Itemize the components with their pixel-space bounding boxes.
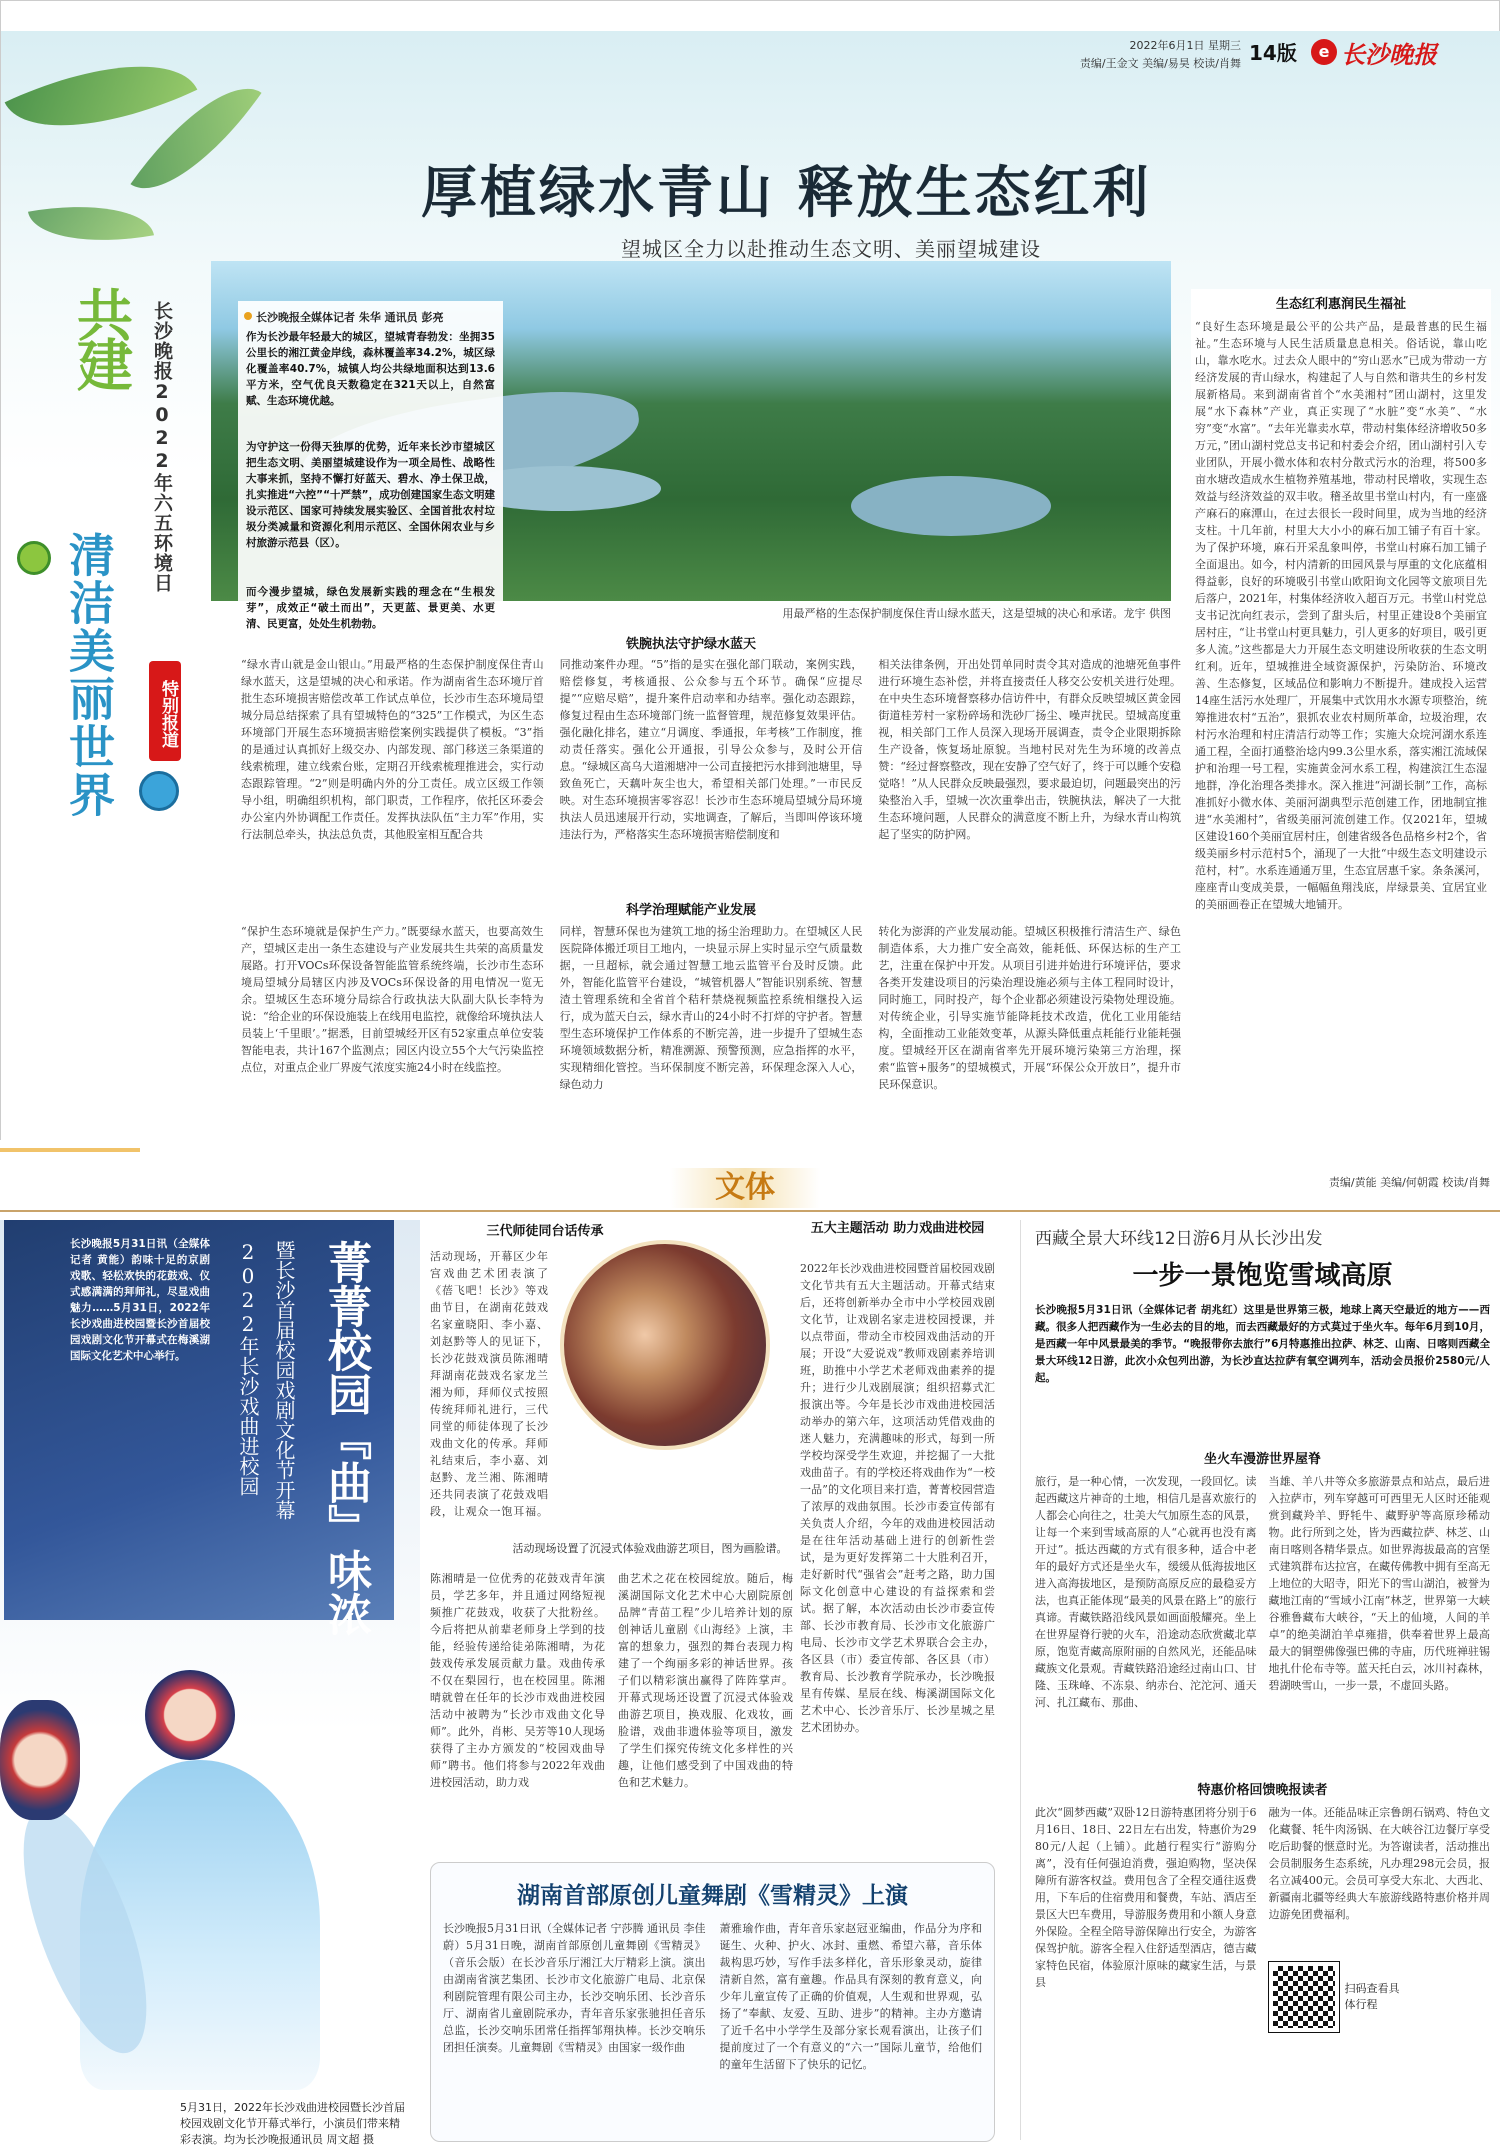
column-text: 旅行，是一种心情，一次发现，一段回忆。读起西藏这片神奇的土地，相信几是喜欢旅行的人都会心向往之，壮美大气加原生态的风景，让每一个来到雪域高原的人“心就再也没有离开过”。抵达西藏的方式有很多种，适合中老年的最好方式还是坐火车，缓缓从低海拔地区进入高海拔地区，是预防高原反应的最稳妥方法，也真正能体现“最美的风景在路上”的旅行真谛。青藏铁路沿线风景如画面般耀亮。坐上在世界屋脊行驶的火车，沿途动态欣赏藏北草原，饱览青藏高原附丽的自然风光，还能品味藏族文化景观。青藏铁路沿途经过南山口、甘隆、玉珠峰、不冻泉、纳赤台、沱沱河、通天河、扎江藏布、那曲、 [1035, 1475, 1257, 1709]
right-column [1191, 289, 1491, 1119]
column-text: 当雄、羊八井等众多旅游景点和站点，最后进入拉萨市，列车穿越可可西里无人区时还能观赏到藏羚羊、野牦牛、藏野驴等高原珍稀动物。此行所到之处，皆为西藏拉萨、林芝、山南日喀则各精华景点。如世界海拔最高的宫堡式建筑群布达拉宫，在藏传佛教中拥有至高无上地位的大昭寺，阳光下的雪山湖泊，被誉为藏地江南的“雪域小江南”林芝，世界第一大峡谷雅鲁藏布大峡谷，“天上的仙境，人间的羊卓”的绝美湖泊羊卓雍措，供奉着世界上最高最大的铜塑佛像强巴佛的寺庙，历代班禅驻锡地扎什伦布寺等。蓝天托白云，冰川衬森林，碧湖映雪山，一步一景，不虚回头路。 [1268, 1475, 1490, 1692]
header-rule [0, 1210, 1500, 1212]
newspaper-logo [1311, 35, 1471, 69]
opera-subheadline: 暨长沙首届校园戏剧文化节开幕 2022年长沙戏曲进校园 [236, 1240, 296, 1520]
column-text: 长沙晚报5月31日讯（全媒体记者 宁莎腾 通讯员 李佳蔚）5月31日晚，湖南首部原创儿童舞剧《雪精灵》（音乐会版）在长沙音乐厅湘江大厅精彩上演。演出由湖南省演艺集团、长沙市文化旅游广电局、北京保利剧院管理有限公司主办，长沙交响乐团、长沙音乐厅、湖南省儿童剧院承办，青年音乐家张驰担任音乐总监，长沙交响乐团常任指挥邹翔执棒。长沙交响乐团担任演奏。儿童舞剧《雪精灵》由国家一级作曲 [443, 1922, 706, 2054]
mascot-blue-icon [139, 771, 179, 811]
headline: 厚植绿水青山 释放生态红利 [421, 160, 1152, 226]
lead-paragraph-2: 为守护这一份得天独厚的优势，近年来长沙市望城区把生态文明、美丽望城建设作为一项全局性、战略性大事来抓，坚持不懈打好蓝天、碧水、净土保卫战，扎实推进“六控”“十严禁”，成功创建国家生态文明建设示范区、国家可持续发展实验区、全国首批农村垃圾分类减量和资源化利用示范区、全国休闲农业与乡村旅游示范县（区）。 [246, 441, 495, 549]
section-heading-science: 科学治理赋能产业发展 [625, 903, 756, 918]
right-column-heading: 生态红利惠润民生福祉 [1275, 297, 1406, 312]
heading-five-activities: 五大主题活动 助力戏曲进校园 [810, 1221, 985, 1236]
photo-caption: 用最严格的生态保护制度保住青山绿水蓝天，这是望城的决心和承诺。龙宇 供图 [782, 607, 1171, 620]
bullet-icon [244, 312, 252, 320]
travel-headline: 一步一景饱览雪域高原 [1132, 1261, 1393, 1291]
column-text: 曲艺术之花在校园绽放。随后，梅溪湖国际文化艺术中心大剧院原创品牌“青苗工程”少儿培养计划的原创神话儿童剧《山海经》上演，丰富的想象力，强烈的舞台表现力构建了一个绚丽多彩的神话世界。孩子们以精彩演出赢得了阵阵掌声。开幕式现场还设置了沉浸式体验戏曲游艺项目，换戏服、化戏妆，画脸谱，戏曲非遗体验等项目，激发了学生们探究传统文化多样性的兴趣，让他们感受到了中国戏曲的特色和艺术魅力。 [618, 1572, 793, 1789]
ballet-story-box [430, 1862, 995, 2142]
column-text: 转化为澎湃的产业发展动能。望城区积极推行清洁生产、绿色制造体系，大力推广安全高效，能耗低、环保达标的生产工艺，注重在保护中开发。从项目引进并始进行环境评估，要求各类开发建设项目的污染治理设施必须与主体工程同时设计，同时施工，同时投产，每个企业都必须建设污染物处理设施。对传统企业，引导实施节能降耗技术改造，优化工业用能结构，全面推动工业能效变革，从源头降低重点耗能行业能耗强度。望城经开区在湖南省率先开展环境污染第三方治理，探索“监管+服务”的望城模式，开展“环保公众开放日”，提升市民环保意识。 [878, 925, 1182, 1091]
travel-subheading-train: 坐火车漫游世界屋脊 [1203, 1452, 1321, 1467]
lake-shape [851, 476, 1051, 536]
column-text: 活动现场，开幕区少年宫戏曲艺术团表演了《蓓飞吧！长沙》等戏曲节目，在湖南花鼓戏名家童晓阳、李小嘉、刘赵黔等人的见证下，长沙花鼓戏演员陈湘晴拜湖南花鼓戏名家龙兰湘为师，拜师仪式按照传统拜师礼进行，三代同堂的师徒体现了长沙戏曲文化的传承。拜师礼结束后，李小嘉、刘赵黔、龙兰湘、陈湘晴还共同表演了花鼓戏唱段，让观众一饱耳福。 [430, 1250, 548, 1518]
ballet-headline: 湖南首部原创儿童舞剧《雪精灵》上演 [517, 1883, 908, 1909]
opera-headline: 菁菁校园『曲』味浓 [320, 1240, 371, 1636]
page-header-date: 2022年6月1日 星期三 [1129, 39, 1241, 52]
logo-text: 长沙晚报 [1341, 40, 1437, 69]
column-text: 同样，智慧环保也为建筑工地的扬尘治理助力。在望城区人民医院降体搬迁项目工地内，一块显示屏上实时显示空气质量数据，一旦超标，就会通过智慧工地云监管平台及时反馈。此外，智能化监管平台建设，“城管机器人”智能识别系统、智慧渣土管理系统和全省首个秸秆禁烧视频监控系统相继投入运行，成为蓝天白云，绿水青山的24小时不打烊的守护者。智慧型生态环境保护工作体系的不断完善，进一步提升了望城生态环境领域数据分析，精准溯源、预警预测，应急指挥的水平，实现精细化管控。当环保制度不断完善，环保理念深入人心，绿色动力 [559, 925, 863, 1091]
sidebar-gongjian: 共建 [68, 286, 134, 386]
page-separator [0, 1140, 1500, 1160]
special-report-badge: 特别报道 [149, 661, 181, 761]
qr-label: 扫码查看具体行程 [1344, 1982, 1400, 2011]
column-text: “保护生态环境就是保护生产力。”既要绿水蓝天，也要高效生产，望城区走出一条生态建设与产业发展共生共荣的高质量发展路。打开VOCs环保设备智能监管系统终端，长沙市生态环境局望城分局辖区内涉及VOCs环保设备的用电情况一览无余。望城区生态环境分局综合行政执法大队副大队长李特为说：“给企业的环保设施装上在线用电监控，就像给环境执法人员装上‘千里眼’。”据悉，目前望城经开区有52家重点单位安装智能电表，共计167个监测点；园区内设立55个大气污染监控点位，对重点企业厂界废气浓度实施24小时在线监控。 [241, 925, 544, 1074]
sidebar-big-title: 清洁美丽世界 [62, 531, 116, 819]
column-text: 陈湘晴是一位优秀的花鼓戏青年演员，学艺多年，并且通过网络短视频推广花鼓戏，收获了大批粉丝。今后将把从前辈老师身上学到的技能，经验传递给徒弟陈湘晴，为花鼓戏传承发展贡献力量。戏曲传承不仅在梨园行，也在校园里。陈湘晴就曾在任年的长沙市戏曲进校园活动中被聘为“长沙市戏曲文化导师”。此外，肖彬、吴芳等10人现场获得了主办方颁发的“校园戏曲导师”聘书。他们将参与2022年戏曲进校园活动，助力戏 [430, 1572, 605, 1789]
qr-code-icon[interactable] [1269, 1962, 1339, 2032]
separator-bar [0, 1148, 140, 1152]
section-enforcement-body [241, 656, 1181, 886]
sidebar-series: 长沙晚报2022年六五环境日 [151, 301, 173, 593]
opera-lead: 长沙晚报5月31日讯（全媒体记者 黄能）韵味十足的京剧戏歌、轻松欢快的花鼓戏、仪式感满满的拜师礼，尽显戏曲魅力……5月31日，2022年长沙戏曲进校园暨长沙首届校园戏剧文化节开幕式在梅溪湖国际文化艺术中心举行。 [70, 1238, 210, 1362]
opera-performer-photo [40, 1660, 370, 2100]
travel-subheading-price: 特惠价格回馈晚报读者 [1197, 1783, 1328, 1798]
opera-photo-caption: 5月31日，2022年长沙戏曲进校园暨长沙首届校园戏剧文化节开幕式举行，小演员们带来精彩表演。均为长沙晚报通讯员 周文超 摄 [180, 2101, 405, 2146]
culture-page [0, 1160, 1500, 2153]
lead-box [238, 301, 503, 631]
column-text: “绿水青山就是金山银山。”用最严格的生态保护制度保住青山绿水蓝天，这是望城的决心和承诺。作为湖南省生态环境厅首批生态环境损害赔偿改革工作试点单位，长沙市生态环境局望城分局总结探索了具有望城特色的“325”工作模式，为区生态环境部门开展生态环境损害赔偿案例实践提供了模板。“3”指的是通过认真抓好上级交办、内部发现、部门移送三条渠道的线索梳理，建立线索台账，定期召开线索梳理推进会，实行动态跟踪管理。“2”则是明确内外的分工责任。成立区级工作领导小组，明确组织机构，部门职责，工作程序，依托区环委会办公室内外协调配工作责任。发挥执法队伍“主力军”作用，实行法制总牵头，执法总负责，其他股室相互配合共 [241, 658, 544, 841]
column-text: 此次“圆梦西藏”双卧12日游特惠团将分别于6月16日、18日、22日左右出发，特惠价为2980元/人起（上铺）。此趟行程实行“游购分离”，没有任何强迫消费，强迫购物，坚决保障所有游客权益。费用包含了全程交通往返费用，下车后的住宿费用和餐费，车站、酒店至景区大巴车费用，导游服务费用和小额人身意外保险。全程全陪导游保障出行安全，为游客保驾护航。游客全程入住舒适型酒店，德吉藏家特色民宿，体验原汁原味的藏家生活，与景县 [1035, 1806, 1257, 1989]
section-heading-enforcement: 铁腕执法守护绿水蓝天 [625, 637, 756, 652]
column-text: 同推动案件办理。“5”指的是实在强化部门联动，案例实践，赔偿修复，考核通报、公众参与五个环节。确保“应提尽提”“应赔尽赔”，提升案件启动率和办结率。强化动态跟踪，修复过程由生态环境部门统一监督管理，规范修复效果评估。强化融化排名，建立“月调度、季通报，年考核”工作制度，推动责任落实。强化公开通报，引导公众参与，及时公开信息。“绿城区高乌大道湘塘冲一公司直接把污水排到池塘里，导致鱼死亡，天藕叶灰尘也大，希望相关部门处理。”一市民反映。对生态环境损害零容忍！长沙市生态环境局望城分局环境执法人员迅速展开行动，实地调查，了解后，当即叫停该环境违法行为，严格落实生态环境损害赔偿制度和 [559, 658, 863, 841]
lead-paragraph-3: 而今漫步望城，绿色发展新实践的理念在“生根发芽”，成效正“破土而出”，天更蓝、景更美、水更清、民更富，处处生机勃勃。 [246, 586, 495, 630]
section-science-body [241, 923, 1181, 1119]
face-painting-photo [560, 1240, 770, 1450]
circle-photo-caption: 活动现场设置了沉浸式体验戏曲游艺项目，图为画脸谱。 [512, 1542, 788, 1555]
column-text: 融为一体。还能品味正宗鲁朗石锅鸡、特色文化藏餐、牦牛肉汤锅、在大峡谷江边餐厅享受吃后助餐的惬意时光。为答谢读者，活动推出会员制服务生态系统，凡办理298元会员，报名立减400元。会员可享受大东北、大西北、新疆南北疆等经典大车旅游线路特惠价格并周边游免团费福利。 [1268, 1806, 1490, 1921]
column-text: 萧雅瑜作曲，青年音乐家赵冠亚编曲，作品分为序和诞生、火种、护火、冰封、重燃、希望六幕，音乐体裁构思巧妙，写作手法多样化，音乐形象灵动，旋律清新自然，富有童趣。作品具有深刻的教育意义，向少年儿童宣传了正确的价值观，人生观和世界观，弘扬了“奉献、友爱、互助、进步”的精神。主办方邀请了近千名中小学学生及部分家长观看演出，让孩子们提前度过了一个有意义的“六一”国际儿童节，给他们的童年生活留下了快乐的记忆。 [719, 1922, 982, 2071]
mascot-green-icon [17, 541, 51, 575]
page-header-credits: 责编/黄能 美编/何朝霞 校读/肖舞 [1328, 1176, 1490, 1189]
opera-feature [0, 1220, 420, 2150]
heading-three-generations: 三代师徒同台话传承 [486, 1224, 604, 1239]
byline: 长沙晚报全媒体记者 朱华 通讯员 彭亮 [238, 301, 503, 329]
performer-head [145, 1670, 235, 1760]
tibet-travel-story [1020, 1220, 1490, 2140]
column-text: 2022年长沙戏曲进校园暨首届校园戏剧文化节共有五大主题活动。开幕式结束后，还将创新举办全市中小学校园戏剧文化节，让戏剧名家走进校园授课，并以点带面，带动全市校园戏曲活动的开展；开设“大爱说戏”教师戏剧素养培训班，助推中小学艺术老师戏曲素养的提升；进行少儿戏剧展演；组织招募式汇报演出等。今年是长沙市戏曲进校园活动举办的第六年，这项活动凭借戏曲的迷人魅力，充满趣味的形式，每到一所学校均深受学生欢迎，并挖掘了一大批戏曲苗子。有的学校还将戏曲作为“一校一品”的文化项目来打造，菁菁校园营造了浓厚的戏曲氛围。长沙市委宣传部有关负责人介绍，今年的戏曲进校园活动是在往年活动基础上进行的创新性尝试，是为更好发挥第二十大胜利召开，走好新时代“强省会”赶考之路，助力国际文化创意中心建设的有益探索和尝试。据了解，本次活动由长沙市委宣传部、长沙市教育局、长沙市文化旅游广电局、长沙市文学艺术界联合会主办，各区县（市）委宣传部、各区县（市）教育局、长沙教育学院承办，长沙晚报星有传媒、星辰在线、梅溪湖国际文化艺术中心、长沙音乐厅、长沙星城之星艺术团协办。 [800, 1262, 995, 1734]
page-header-credits: 责编/王金文 美编/易昊 校读/肖舞 [1079, 57, 1241, 70]
subheadline: 望城区全力以赴推动生态文明、美丽望城建设 [621, 237, 1041, 261]
travel-lead: 长沙晚报5月31日讯（全媒体记者 胡兆红）这里是世界第三极，地球上离天空最近的地方——西藏。很多人把西藏作为一生必去的目的地，而去西藏最好的方式莫过于坐火车。每年6月到10月，是西藏一年中风景最美的季节。“晚报带你去旅行”6月特惠推出拉萨、林芝、山南、日喀则西藏全景大环线12日游，此次小众包列出游，为长沙直达拉萨有氧空调列车，活动会员报价2580元/人起。 [1035, 1304, 1490, 1384]
column-text: 相关法律条例，开出处罚单同时责令其对造成的池塘死鱼事件进行环境生态补偿，并将直接责任人移交公安机关进行处理。在中央生态环境督察移办信访件中，有群众反映望城区黄金园街道桂芳村一家粉碎场和洗砂厂扬尘、噪声扰民。望城高度重视，相关部门工作人员深入现场开展调查，责令企业限期拆除生产设备，恢复场址原貌。当地村民对先生为环境的改善点赞：“经过督察整改，现在安静了空气好了，终于可以睡个安稳觉咯！”从人民群众反映最强烈，要求最迫切，问题最突出的污染整治入手，望城一次次重拳出击，铁腕执法，解决了一大批生态环境问题，人民群众的满意度不断上升，为绿水青山构筑起了坚实的防护网。 [878, 658, 1182, 841]
lead-paragraph-1: 作为长沙最年轻最大的城区，望城青春勃发：坐拥35公里长的湘江黄金岸线，森林覆盖率34.2%，城区绿化覆盖率40.7%，城镇人均公共绿地面积达到13.6平方米，空气优良天数稳定在321天以上，自然富赋、生态环境优越。 [246, 331, 495, 407]
background-performer [0, 1700, 80, 1820]
logo-mark-icon: e [1311, 39, 1337, 65]
section-label: 文体 [670, 1168, 820, 1208]
right-column-text: “良好生态环境是最公平的公共产品，是最普惠的民生福祉。”生态环境与人民生活质量息息相关。俗话说，靠山吃山，靠水吃水。过去众人眼中的“穷山恶水”已成为带动一方经济发展的青山绿水，构建起了人与自然和谐共生的乡村发展新格局。来到湖南省首个“水美湘村”团山湖村，这里发展“水下森林”产业，真正实现了“水脏”变“水美”、“水穷”变“水富”。“去年光靠卖水草，带动村集体经济增收50多万元，”团山湖村党总支书记和村委会介绍，团山湖村引入专业团队，开展小微水体和农村分散式污水的治理，将500多亩水塘改造成水生植物养殖基地，带动村民增收，实现生态效益与经济效益的双丰收。稽圣故里书堂山村内，有一座盛产麻石的麻潭山，在过去很长一段时间里，成为当地的经济支柱。十几年前，村里大大小小的麻石加工铺子有百十家。为了保护环境，麻石开采乱象叫停，书堂山村麻石加工铺子全面退出。如今，村内清新的田园风景与厚重的文化底蕴相得益彰，良好的环境吸引书堂山欧阳询文化园等文旅项目先后落户，2021年，村集体经济收入超百万元。书堂山村党总支书记沈向红表示，尝到了甜头后，村里正建设8个美丽宜居村庄，“让书堂山村更具魅力，引人更多的好项目，吸引更多人流。”这些都是大力开展生态文明建设所收获的生态文明红利。近年，望城推进全域资源保护，污染防治、环境改善、生态修复，区域品位和影响力不断提升。建成投入运营14座生活污水处理厂，开展集中式饮用水水源专项整治，统筹推进农村“五治”，狠抓农业农村厕所革命，垃圾治理，农村污水治理和村庄清洁行动等工作；实施大众垸河湖水系连通工程，全面打通整治埝内99.3公里水系，落实湘江流域保护和治理一号工程，实施黄金河水系工程，构建滨江生态湿地群，净化治理各类排水。深入推进“河湖长制”工作，高标准抓好小微水体、美丽河湖典型示范创建工作，团地制宜推进“水美湘村”，省级美丽河流创建工作。仅2021年，望城区建设160个美丽宜居村庄，创建省级各色品格乡村2个，省级美丽乡村示范村5个，涌现了一大批“中级生态文明建设示范村，村”。水系连通通万里，生态宜居惠千家。条条溪河，座座青山变成美景，一幅幅鱼翔浅底，岸绿景美、宜居宜业的美丽画卷正在望城大地铺开。 [1195, 320, 1487, 911]
travel-kicker: 西藏全景大环线12日游6月从长沙出发 [1035, 1229, 1323, 1249]
page-number: 14版 [1249, 41, 1297, 65]
